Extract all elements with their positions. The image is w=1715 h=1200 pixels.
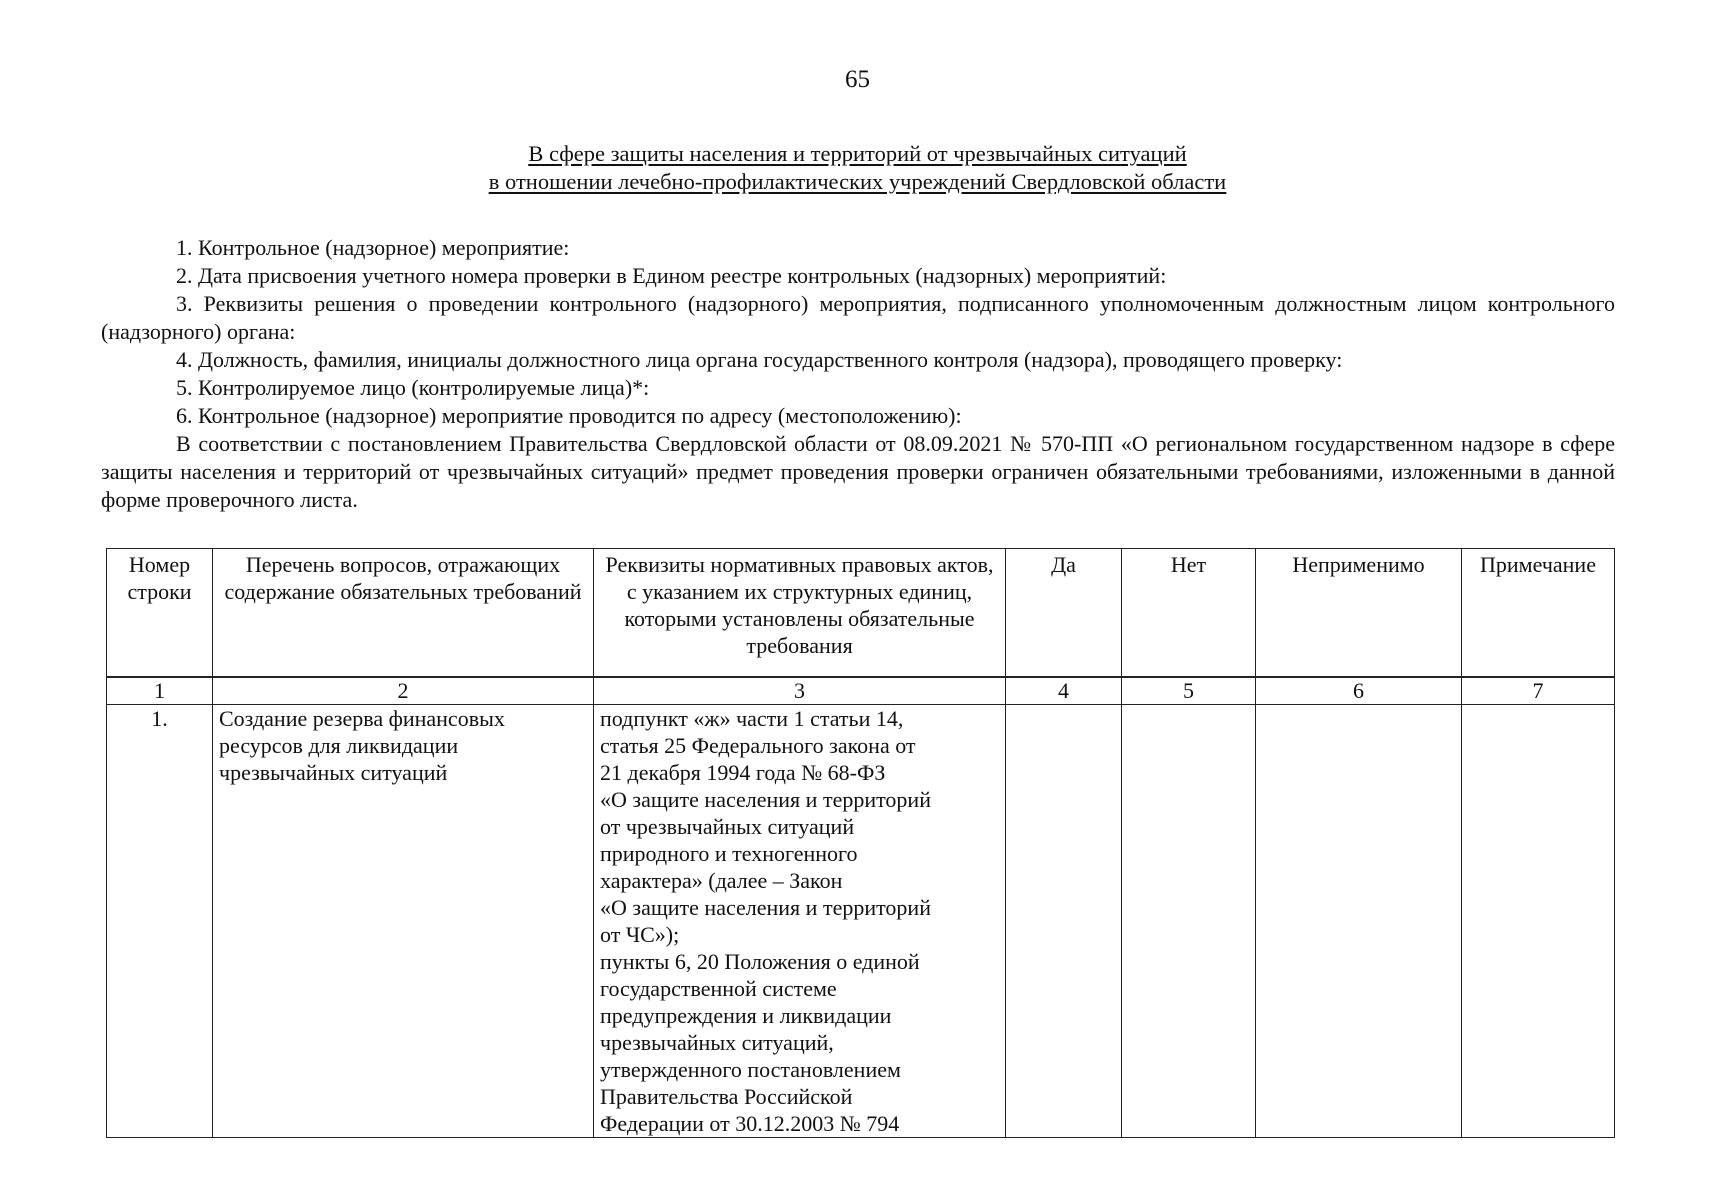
- note-cell: [1462, 705, 1615, 1138]
- header-no: Нет: [1122, 549, 1256, 678]
- header-row-number: Номер строки: [107, 549, 213, 678]
- reference-line: статья 25 Федерального закона от: [600, 733, 916, 758]
- column-number: 3: [594, 677, 1006, 705]
- paragraph-legal-basis: В соответствии с постановлением Правительства Свердловской области от 08.09.2021 № 570-ПП «О региональном государственном надзоре в сфере защиты населения и территорий от чрезвычайных ситуаций» предмет проведения проверки ограничен обязательными требованиями, изложенными в данной форме проверочного листа.: [101, 431, 1615, 512]
- heading-line-1-text: В сфере защиты населения и территорий от чрезвычайных ситуаций: [528, 141, 1187, 166]
- header-yes: Да: [1006, 549, 1122, 678]
- column-number: 6: [1256, 677, 1462, 705]
- reference-line: подпункт «ж» части 1 статьи 14,: [600, 706, 904, 731]
- column-number: 4: [1006, 677, 1122, 705]
- heading-line-2: [0, 168, 1715, 196]
- reference-line: от чрезвычайных ситуаций: [600, 814, 855, 839]
- intro-paragraphs: [101, 234, 1615, 514]
- reference-line: предупреждения и ликвидации: [600, 1003, 892, 1028]
- reference-line: пункты 6, 20 Положения о единой: [600, 949, 920, 974]
- reference-line: «О защите населения и территорий: [600, 787, 931, 812]
- table-row: [107, 705, 1615, 1138]
- reference-line: Правительства Российской: [600, 1084, 853, 1109]
- column-number-row: [107, 677, 1615, 705]
- paragraph-inspector: 4. Должность, фамилия, инициалы должностного лица органа государственного контроля (надзора), проводящего проверку:: [176, 347, 1343, 372]
- reference-line: Федерации от 30.12.2003 № 794: [600, 1111, 900, 1136]
- paragraph-address: 6. Контрольное (надзорное) мероприятие проводится по адресу (местоположению):: [176, 403, 962, 428]
- requirement-line: чрезвычайных ситуаций: [219, 760, 448, 785]
- column-number: 1: [107, 677, 213, 705]
- section-heading: [0, 140, 1715, 196]
- header-note: Примечание: [1462, 549, 1615, 678]
- reference-line: от ЧС»);: [600, 922, 680, 947]
- page-number: 65: [845, 66, 870, 93]
- row-number: 1.: [107, 705, 213, 1138]
- requirement-line: Создание резерва финансовых: [219, 706, 505, 731]
- reference-line: утвержденного постановлением: [600, 1057, 901, 1082]
- heading-line-2-text: в отношении лечебно-профилактических учреждений Свердловской области: [488, 169, 1227, 194]
- column-number: 7: [1462, 677, 1615, 705]
- legal-reference-cell: [594, 705, 1006, 1138]
- paragraph-controlled-person: 5. Контролируемое лицо (контролируемые лица)*:: [176, 375, 650, 400]
- reference-line: государственной системе: [600, 976, 837, 1001]
- reference-line: природного и техногенного: [600, 841, 858, 866]
- column-number: 5: [1122, 677, 1256, 705]
- reference-line: «О защите населения и территорий: [600, 895, 931, 920]
- paragraph-decision-details: 3. Реквизиты решения о проведении контрольного (надзорного) мероприятия, подписанного уполномоченным должностным лицом контрольного (надзорного) органа:: [101, 291, 1615, 344]
- reference-line: чрезвычайных ситуаций,: [600, 1030, 834, 1055]
- no-cell: [1122, 705, 1256, 1138]
- table-header-row: [107, 549, 1615, 678]
- paragraph-registration-date: 2. Дата присвоения учетного номера проверки в Едином реестре контрольных (надзорных) мероприятий:: [176, 263, 1167, 288]
- header-questions: Перечень вопросов, отражающих содержание обязательных требований: [213, 549, 594, 678]
- checklist-table: [106, 548, 1615, 1138]
- paragraph-control-event: 1. Контрольное (надзорное) мероприятие:: [176, 235, 570, 260]
- not-applicable-cell: [1256, 705, 1462, 1138]
- requirement-line: ресурсов для ликвидации: [219, 733, 459, 758]
- reference-line: характера» (далее – Закон: [600, 868, 843, 893]
- reference-line: 21 декабря 1994 года № 68-ФЗ: [600, 760, 886, 785]
- requirement-cell: [213, 705, 594, 1138]
- header-not-applicable: Неприменимо: [1256, 549, 1462, 678]
- header-legal-acts: Реквизиты нормативных правовых актов, с указанием их структурных единиц, которыми установлены обязательные требования: [594, 549, 1006, 678]
- column-number: 2: [213, 677, 594, 705]
- heading-line-1: [0, 140, 1715, 168]
- yes-cell: [1006, 705, 1122, 1138]
